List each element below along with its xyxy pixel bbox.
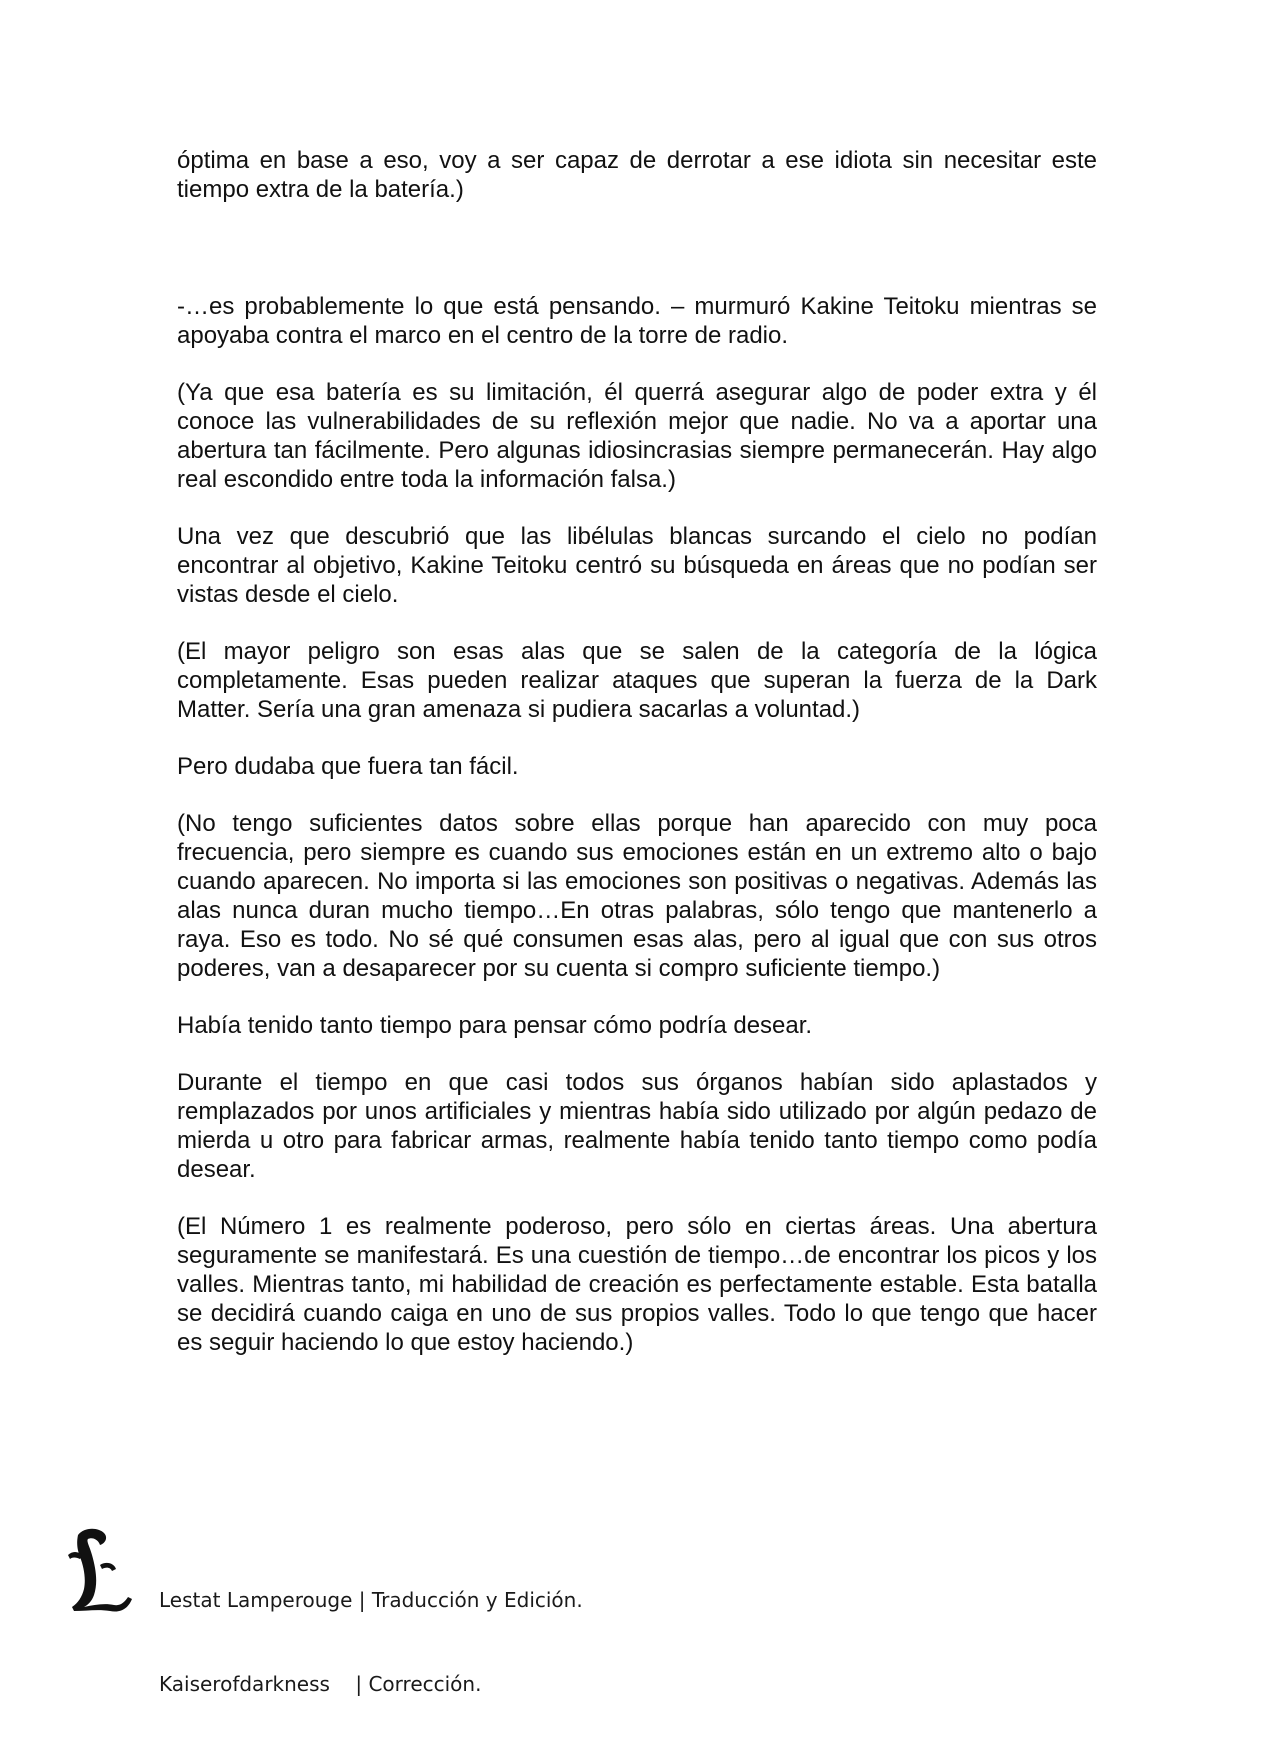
paragraph-9: Durante el tiempo en que casi todos sus órganos habían sido aplastados y remplazados por unos artificiales y mientras había sido utilizado por algún pedazo de mierda u otro para fabricar armas, realmente había tenido tanto tiempo como podía desear.: [177, 1069, 1097, 1183]
paragraph-4: Una vez que descubrió que las libélulas blancas surcando el cielo no podían encontrar al objetivo, Kakine Teitoku centró su búsqueda en áreas que no podían ser vistas desde el cielo.: [177, 523, 1097, 608]
paragraph-7: (No tengo suficientes datos sobre ellas porque han aparecido con muy poca frecuencia, pero siempre es cuando sus emociones están en un extremo alto o bajo cuando aparecen. No importa si las emociones son positivas o negativas. Además las alas nunca duran mucho tiempo…En otras palabras, sólo tengo que mantenerlo a raya. Eso es todo. No sé qué consumen esas alas, pero al igual que con sus otros poderes, van a desaparecer por su cuenta si compro suficiente tiempo.): [177, 810, 1097, 982]
credit-translation: Lestat Lamperouge | Traducción y Edición.: [159, 1588, 583, 1612]
paragraph-5: (El mayor peligro son esas alas que se salen de la categoría de la lógica completamente. Esas pueden realizar ataques que superan la fuerza de la Dark Matter. Sería una gran amenaza si pudiera sacarlas a voluntad.): [177, 638, 1097, 723]
credits: [159, 1530, 583, 1754]
paragraph-6: Pero dudaba que fuera tan fácil.: [177, 753, 519, 780]
gothic-l-logo-icon: [64, 1525, 134, 1613]
document-body: [177, 146, 1097, 1357]
credit-correction: Kaiserofdarkness | Corrección.: [159, 1672, 482, 1696]
paragraph-2: -…es probablemente lo que está pensando. – murmuró Kakine Teitoku mientras se apoyaba contra el marco en el centro de la torre de radio.: [177, 293, 1097, 349]
paragraph-3: (Ya que esa batería es su limitación, él querrá asegurar algo de poder extra y él conoce las vulnerabilidades de su reflexión mejor que nadie. No va a aportar una abertura tan fácilmente. Pero algunas idiosincrasias siempre permanecerán. Hay algo real escondido entre toda la información falsa.): [177, 379, 1097, 493]
paragraph-10: (El Número 1 es realmente poderoso, pero sólo en ciertas áreas. Una abertura seguramente se manifestará. Es una cuestión de tiempo…de encontrar los picos y los valles. Mientras tanto, mi habilidad de creación es perfectamente estable. Esta batalla se decidirá cuando caiga en uno de sus propios valles. Todo lo que tengo que hacer es seguir haciendo lo que estoy haciendo.): [177, 1213, 1097, 1356]
page-footer: [64, 1525, 764, 1696]
paragraph-1: óptima en base a eso, voy a ser capaz de derrotar a ese idiota sin necesitar este tiempo extra de la batería.): [177, 147, 1097, 203]
paragraph-8: Había tenido tanto tiempo para pensar cómo podría desear.: [177, 1012, 813, 1039]
